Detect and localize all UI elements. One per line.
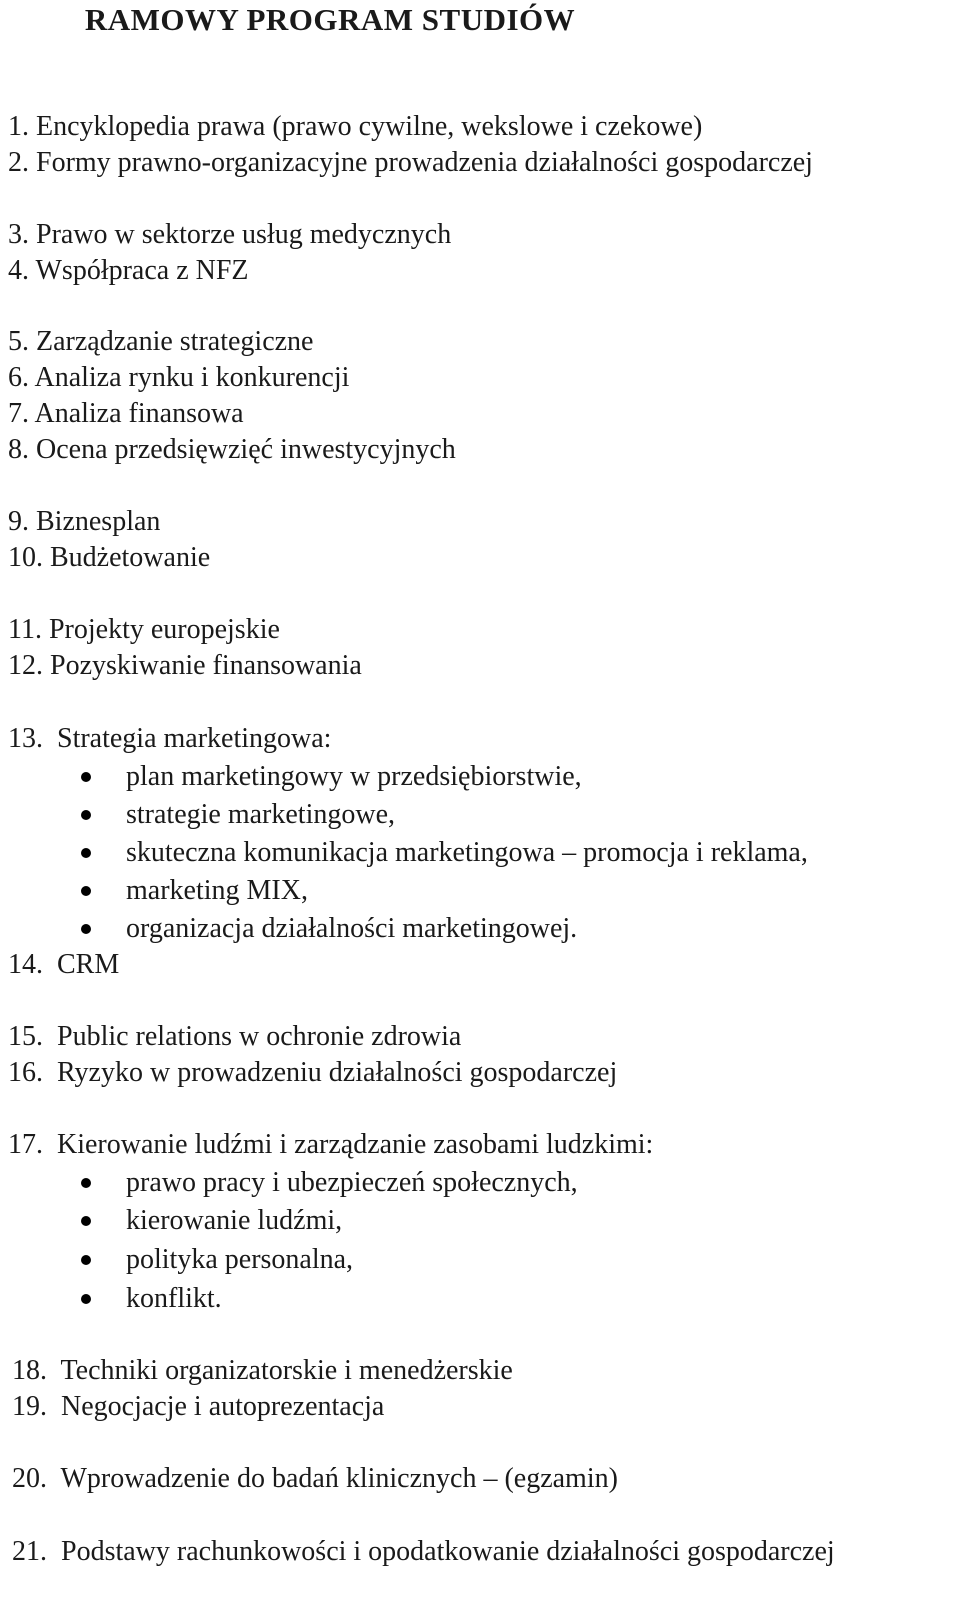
bullet-item: marketing MIX, [126,874,308,908]
list-item: 21. Podstawy rachunkowości i opodatkowanie działalności gospodarczej [12,1536,835,1567]
bullet-item: prawo pracy i ubezpieczeń społecznych, [126,1166,578,1200]
bullet-icon [81,772,91,782]
bullet-icon [81,848,91,858]
list-item: 12. Pozyskiwanie finansowania [8,650,362,681]
list-item: 7. Analiza finansowa [8,398,244,429]
list-item: 16. Ryzyko w prowadzeniu działalności gospodarczej [8,1057,618,1088]
bullet-icon [81,1216,91,1226]
bullet-item: skuteczna komunikacja marketingowa – promocja i reklama, [126,836,808,870]
bullet-icon [81,1294,91,1304]
bullet-item: kierowanie ludźmi, [126,1204,342,1238]
bullet-icon [81,1178,91,1188]
list-item: 17. Kierowanie ludźmi i zarządzanie zasobami ludzkimi: [8,1129,654,1160]
list-item: 8. Ocena przedsięwzięć inwestycyjnych [8,434,456,465]
list-item: 15. Public relations w ochronie zdrowia [8,1021,462,1052]
list-item: 6. Analiza rynku i konkurencji [8,362,350,393]
list-item: 5. Zarządzanie strategiczne [8,326,314,357]
bullet-item: organizacja działalności marketingowej. [126,912,577,946]
bullet-icon [81,810,91,820]
list-item: 19. Negocjacje i autoprezentacja [12,1391,385,1422]
list-item: 3. Prawo w sektorze usług medycznych [8,219,452,250]
bullet-item: polityka personalna, [126,1243,353,1277]
list-item: 10. Budżetowanie [8,542,211,573]
page-title: RAMOWY PROGRAM STUDIÓW [84,2,576,37]
bullet-item: strategie marketingowe, [126,798,395,832]
bullet-icon [81,924,91,934]
list-item: 2. Formy prawno-organizacyjne prowadzenia działalności gospodarczej [8,147,813,178]
bullet-item: konflikt. [126,1282,222,1316]
bullet-icon [81,886,91,896]
list-item: 9. Biznesplan [8,506,161,537]
list-item: 1. Encyklopedia prawa (prawo cywilne, wekslowe i czekowe) [8,111,703,142]
list-item: 14. CRM [8,949,120,980]
list-item: 18. Techniki organizatorskie i menedżerskie [12,1355,513,1386]
list-item: 11. Projekty europejskie [8,614,280,645]
list-item: 4. Współpraca z NFZ [8,255,249,286]
bullet-item: plan marketingowy w przedsiębiorstwie, [126,760,582,794]
list-item: 13. Strategia marketingowa: [8,723,332,754]
list-item: 20. Wprowadzenie do badań klinicznych – (egzamin) [12,1463,618,1494]
bullet-icon [81,1255,91,1265]
